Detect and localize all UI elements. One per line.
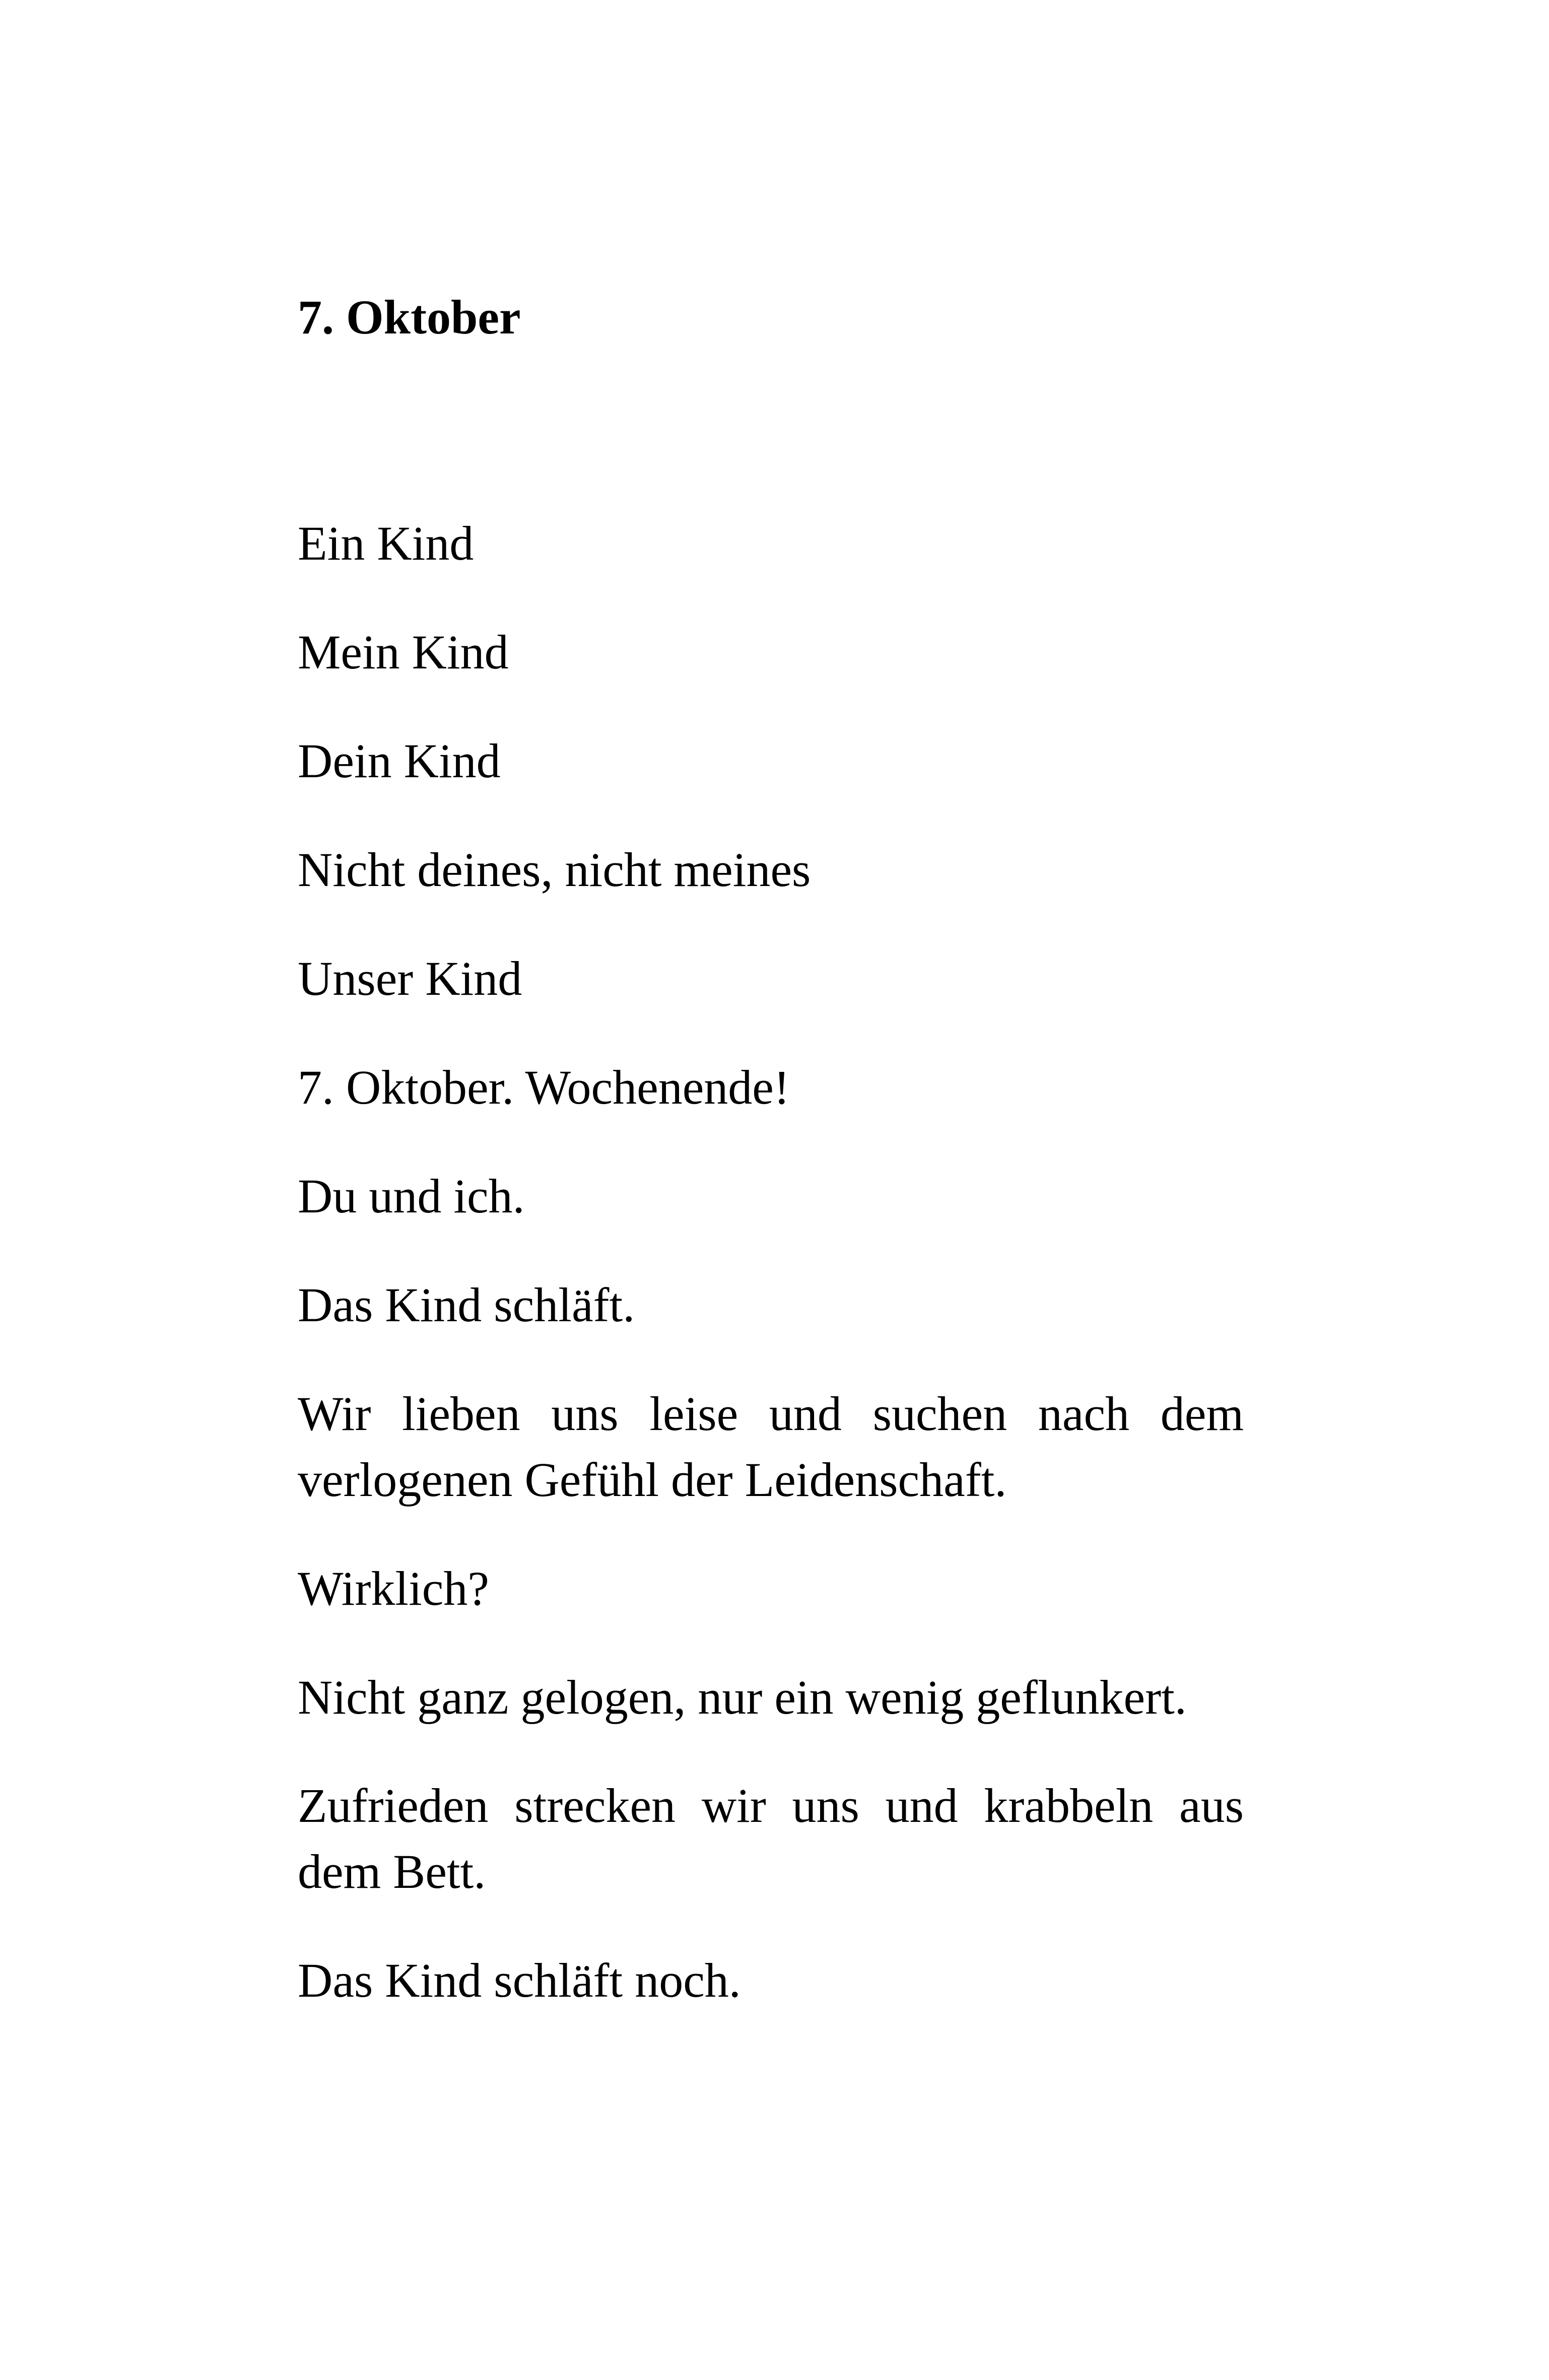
poem-line: 7. Oktober. Wochenende!	[298, 1060, 790, 1114]
poem-line: Unser Kind	[298, 951, 522, 1005]
poem-line: Das Kind schläft noch.	[298, 1953, 741, 2007]
poem-line: Ein Kind	[298, 516, 474, 570]
poem-line: Das Kind schläft.	[298, 1278, 635, 1332]
paragraph: Zufrieden strecken wir uns und krabbeln aus dem Bett.	[298, 1779, 1244, 1898]
paragraph: Wir lieben uns leise und suchen nach dem verlogenen Gefühl der Leidenschaft.	[298, 1387, 1244, 1507]
poem-line: Mein Kind	[298, 625, 509, 679]
poem-line: Du und ich.	[298, 1169, 525, 1223]
poem-line: Nicht ganz gelogen, nur ein wenig geflunkert.	[298, 1670, 1187, 1724]
poem-line: Dein Kind	[298, 734, 501, 788]
poem-line: Wirklich?	[298, 1561, 489, 1615]
page-heading: 7. Oktober	[298, 290, 521, 344]
poem-line: Nicht deines, nicht meines	[298, 843, 811, 897]
